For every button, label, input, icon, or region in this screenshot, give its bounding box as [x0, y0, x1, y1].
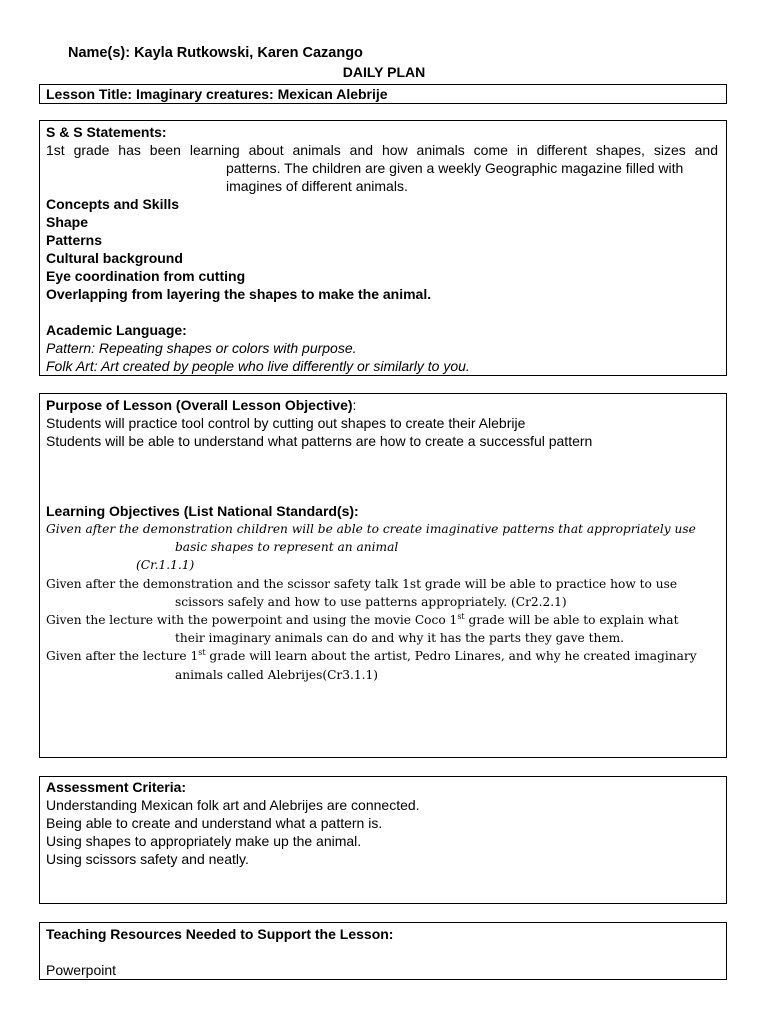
- academic-heading: Academic Language:: [46, 322, 187, 338]
- teaching-heading: Teaching Resources Needed to Support the Lesson:: [46, 926, 394, 942]
- lesson-title: Lesson Title: Imaginary creatures: Mexican Alebrije: [46, 86, 388, 102]
- objective-3-sup: st: [457, 611, 465, 621]
- academic-item: Folk Art: Art created by people who live differently or similarly to you.: [46, 358, 470, 374]
- objective-1-standard: (Cr.1.1.1): [136, 558, 195, 573]
- purpose-box: [39, 393, 727, 758]
- lesson-title-box: [39, 84, 727, 104]
- ss-heading: S & S Statements:: [46, 124, 167, 140]
- ss-statements-box: [39, 120, 727, 376]
- objective-2-line-2: scissors safely and how to use patterns appropriately. (Cr2.2.1): [175, 594, 567, 609]
- author-names: Name(s): Kayla Rutkowski, Karen Cazango: [68, 45, 363, 61]
- objective-4-line-2: animals called Alebrijes(Cr3.1.1): [175, 667, 378, 682]
- objective-4-line-1: [46, 647, 718, 665]
- objective-4-text-a: Given after the lecture 1: [46, 649, 199, 664]
- purpose-heading-colon: :: [352, 397, 357, 413]
- assessment-box: [39, 776, 727, 904]
- teaching-resources-box: [39, 922, 727, 980]
- purpose-heading-text: Purpose of Lesson (Overall Lesson Objective): [46, 397, 353, 413]
- objective-2-line-1: Given after the demonstration and the scissor safety talk 1st grade will be able to practice how to use: [46, 576, 678, 591]
- objective-4-sup: st: [198, 648, 206, 658]
- purpose-heading: [46, 396, 718, 414]
- teaching-item: Powerpoint: [46, 962, 117, 978]
- objectives-heading: Learning Objectives (List National Standard(s):: [46, 503, 359, 519]
- assessment-item: Understanding Mexican folk art and Alebrijes are connected.: [46, 797, 420, 813]
- assessment-item: Using shapes to appropriately make up the animal.: [46, 833, 362, 849]
- concept-item: Cultural background: [46, 250, 183, 266]
- assessment-item: Using scissors safety and neatly.: [46, 851, 249, 867]
- purpose-line: Students will be able to understand what patterns are how to create a successful pattern: [46, 433, 593, 449]
- objective-3-line-2: their imaginary animals can do and why it has the parts they gave them.: [175, 631, 625, 646]
- ss-statement-line-3: imagines of different animals.: [226, 178, 408, 194]
- purpose-line: Students will practice tool control by cutting out shapes to create their Alebrije: [46, 415, 526, 431]
- objective-3-text-b: grade will be able to explain what: [464, 613, 679, 628]
- objective-1-line-1: Given after the demonstration children will be able to create imaginative patterns that appropriately use: [46, 522, 696, 536]
- concept-item: Eye coordination from cutting: [46, 268, 246, 284]
- concept-item: Overlapping from layering the shapes to make the animal.: [46, 286, 432, 302]
- plan-title-text: DAILY PLAN: [342, 64, 426, 80]
- spacer: [46, 943, 718, 961]
- objective-4-text-b: grade will learn about the artist, Pedro Linares, and why he created imaginary: [205, 649, 697, 664]
- academic-item: Pattern: Repeating shapes or colors with purpose.: [46, 340, 357, 356]
- assessment-heading: Assessment Criteria:: [46, 779, 187, 795]
- plan-title: [0, 64, 768, 80]
- objective-3-line-1: [46, 611, 718, 629]
- spacer: [46, 303, 718, 321]
- objective-1-line-2: basic shapes to represent an animal: [175, 540, 399, 555]
- concept-item: Shape: [46, 214, 89, 230]
- assessment-item: Being able to create and understand what a pattern is.: [46, 815, 383, 831]
- ss-statement-line-1: 1st grade has been learning about animals and how animals come in different shapes, sizes and: [46, 142, 718, 158]
- concepts-heading: Concepts and Skills: [46, 196, 180, 212]
- concept-item: Patterns: [46, 232, 103, 248]
- ss-statement-line-2: patterns. The children are given a weekly Geographic magazine filled with: [226, 160, 684, 176]
- objective-3-text-a: Given the lecture with the powerpoint and using the movie Coco 1: [46, 613, 458, 628]
